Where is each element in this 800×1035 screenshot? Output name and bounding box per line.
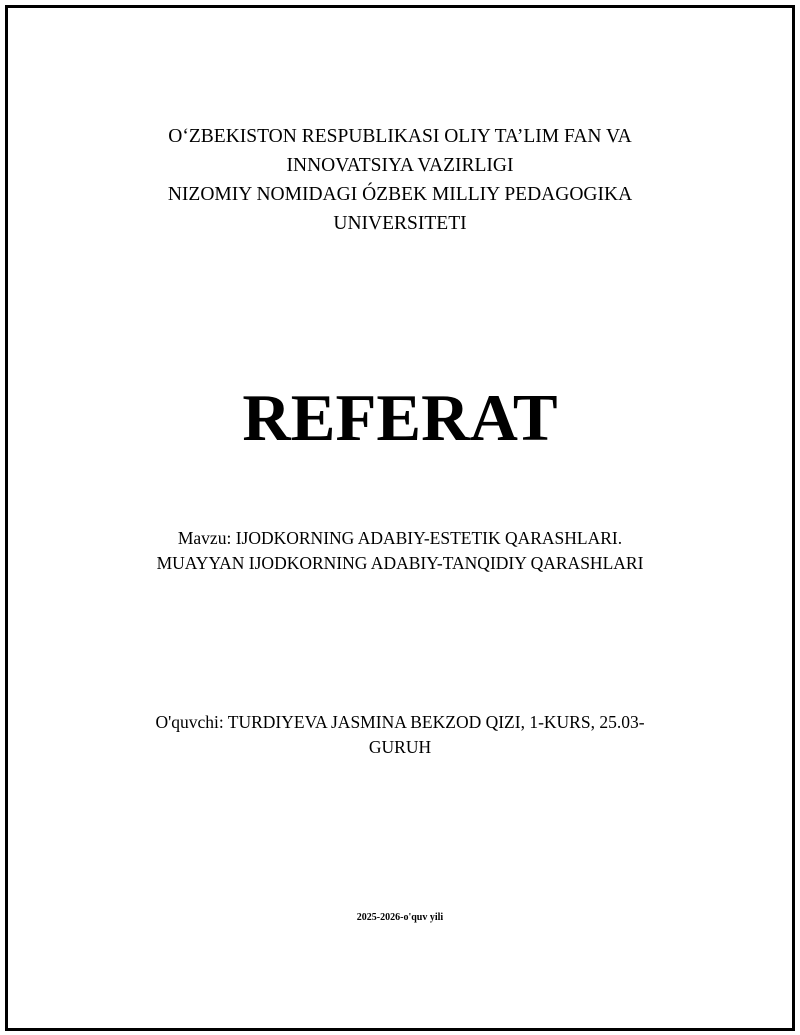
topic-block [0,526,800,576]
ministry-line: INNOVATSIYA VAZIRLIGI [286,155,514,176]
academic-year: 2025-2026-o'quv yili [356,912,444,923]
topic-line: MUAYYAN IJODKORNING ADABIY-TANQIDIY QARASHLARI [156,553,644,573]
student-block [0,710,800,760]
ministry-header [0,122,800,238]
document-title: REFERAT [242,381,558,455]
student-line: GURUH [368,737,432,757]
ministry-line: O‘ZBEKISTON RESPUBLIKASI OLIY TA’LIM FAN VA [168,126,632,147]
university-line: NIZOMIY NOMIDAGI ÓZBEK MILLIY PEDAGOGIKA [167,184,633,205]
student-line: O'quvchi: TURDIYEVA JASMINA BEKZOD QIZI, 1-KURS, 25.03- [155,712,645,732]
university-line: UNIVERSITETI [333,213,467,234]
topic-line: Mavzu: IJODKORNING ADABIY-ESTETIK QARASHLARI. [177,528,623,548]
